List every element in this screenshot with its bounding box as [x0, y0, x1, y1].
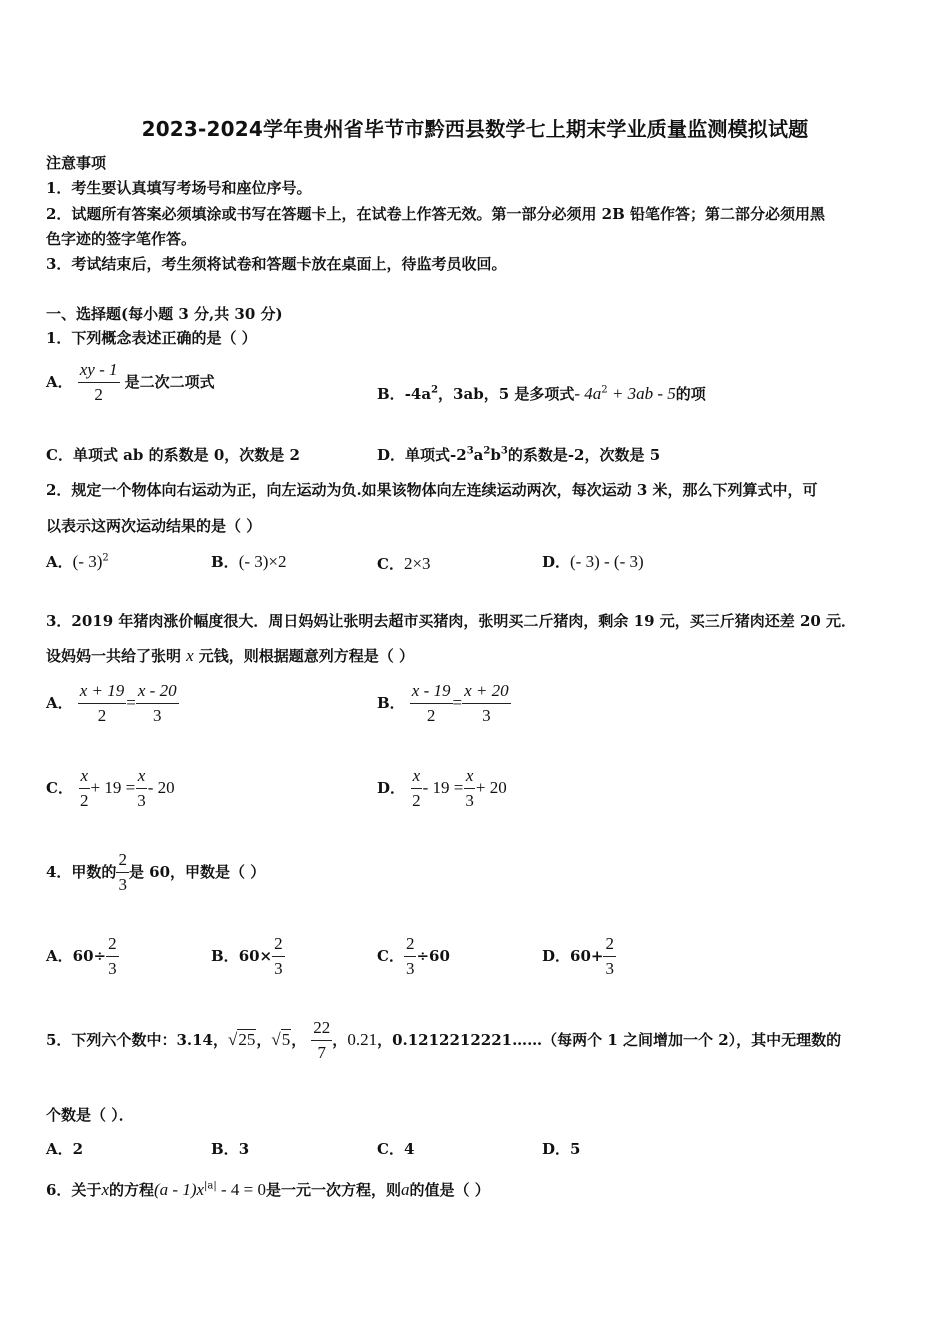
- q3-d-num1: x: [411, 765, 423, 789]
- q4-d-frac: [603, 933, 616, 980]
- q3-b-label: B．: [377, 694, 405, 712]
- q1-option-a: [46, 359, 215, 406]
- q5-sqrt1-symbol: √: [227, 1030, 238, 1049]
- q1-c-label: C．: [46, 446, 73, 464]
- q1-d-text1: 单项式-2: [405, 446, 467, 464]
- q4-d-label: D．: [542, 947, 571, 965]
- q3-a-den1: 2: [97, 706, 107, 725]
- q4-option-b: [211, 933, 285, 980]
- page-title: 2023-2024学年贵州省毕节市黔西县数学七上期末学业质量监测模拟试题: [141, 117, 809, 141]
- q2-stem-line1: 2．规定一个物体向右运动为正，向左运动为负.如果该物体向左连续运动两次，每次运动 3 米，那么下列算式中，可: [46, 481, 818, 499]
- q3-option-a: [46, 680, 179, 727]
- q3-option-b: [377, 680, 511, 727]
- notice-heading: 注意事项: [46, 154, 107, 172]
- q2-b-math: (- 3)×2: [238, 552, 287, 571]
- q3-a-num1: x + 19: [78, 680, 127, 704]
- q1-option-b: [377, 383, 706, 404]
- q2-c-label: C．: [377, 555, 404, 573]
- q5-comma1: ，: [256, 1031, 272, 1049]
- q3-option-c: [46, 765, 175, 812]
- q1-d-label: D．: [377, 446, 406, 464]
- q4-c-label: C．: [377, 947, 404, 965]
- q1-a-label: A．: [46, 373, 73, 391]
- q1-d-sup2: 2: [483, 445, 491, 457]
- q1-a-fraction: [78, 359, 120, 406]
- q1-b-math-sup: 2: [601, 384, 608, 396]
- q2-option-d: [542, 551, 644, 572]
- q5-comma3: ，: [332, 1031, 348, 1049]
- q5-stem-line1: [46, 1017, 841, 1064]
- q3-b-eq: =: [452, 693, 463, 712]
- q3-d-mid: - 19 =: [422, 778, 464, 797]
- q3-b-frac2: [462, 680, 511, 727]
- q4-c-text: ÷60: [416, 947, 450, 965]
- q4-c-num: 2: [404, 933, 417, 957]
- q3-c-label: C．: [46, 779, 73, 797]
- q3-stem-line1: 3．2019 年猪肉涨价幅度很大．周日妈妈让张明去超市买猪肉，张明买二斤猪肉，剩余 19 元，买三斤猪肉还差 20 元．: [46, 612, 857, 630]
- q5-sqrt2-value: 5: [281, 1030, 291, 1049]
- q4-d-text: 60+: [570, 947, 604, 965]
- q3-a-label: A．: [46, 694, 73, 712]
- q4-a-num: 2: [106, 933, 119, 957]
- q1-a-text: 是二次二项式: [124, 373, 215, 391]
- q3-stem2a: 设妈妈一共给了张明: [46, 647, 182, 665]
- q6-stem: [46, 1179, 490, 1200]
- q5-option-d: [542, 1138, 580, 1159]
- q1-d-text3: b: [490, 446, 501, 464]
- q4-d-den: 3: [605, 959, 614, 978]
- q5-d-value: 5: [570, 1140, 581, 1158]
- q3-a-num2: x - 20: [136, 680, 179, 704]
- q4-a-text: 60÷: [72, 947, 107, 965]
- q6-equation-sup: |a|: [204, 1180, 217, 1192]
- q2-d-math: (- 3) - (- 3): [570, 552, 644, 571]
- q4-stem: [46, 849, 265, 896]
- q1-b-math1: - 4a: [574, 384, 602, 403]
- q2-b-label: B．: [211, 553, 239, 571]
- q1-d-text2: a: [473, 446, 484, 464]
- q3-d-den2: 3: [465, 791, 474, 810]
- q4-b-num: 2: [272, 933, 285, 957]
- q3-stem2b: 元钱，则根据题意列方程是（ ）: [198, 647, 414, 665]
- q5-repeating-decimal: 0.21: [347, 1030, 378, 1049]
- q1-b-text1: -4a: [404, 385, 432, 403]
- q5-c-value: 4: [403, 1140, 415, 1158]
- q2-option-b: [211, 551, 287, 572]
- q1-c-text: 单项式 ab 的系数是 0，次数是 2: [72, 446, 300, 464]
- q3-d-end: + 20: [475, 778, 507, 797]
- notice-item-1: 1．考生要认真填写考场号和座位序号。: [46, 179, 312, 197]
- q3-d-num2: x: [464, 765, 476, 789]
- q5-comma2: ，: [291, 1031, 307, 1049]
- q4-stem-den: 3: [118, 875, 127, 894]
- q5-stem-b: ，0.1212212221……（每两个 1 之间增加一个 2），其中无理数的: [377, 1031, 842, 1049]
- q5-option-c: [377, 1138, 414, 1159]
- q4-stem-frac: [116, 849, 129, 896]
- q2-c-math: 2×3: [403, 554, 431, 573]
- q3-d-label: D．: [377, 779, 406, 797]
- q4-a-frac: [106, 933, 119, 980]
- q5-option-a: [46, 1138, 83, 1159]
- q5-a-label: A．: [46, 1140, 73, 1158]
- q4-stem-b: 是 60，甲数是（ ）: [128, 863, 266, 881]
- q3-c-frac2: [135, 765, 148, 812]
- q3-option-d: [377, 765, 507, 812]
- q3-c-frac1: [78, 765, 91, 812]
- q2-a-label: A．: [46, 553, 73, 571]
- q1-d-sup1: 3: [466, 445, 474, 457]
- q3-c-end: - 20: [147, 778, 175, 797]
- q3-a-den2: 3: [152, 706, 162, 725]
- q5-b-value: 3: [238, 1140, 250, 1158]
- q1-a-den: 2: [94, 385, 103, 404]
- q5-c-label: C．: [377, 1140, 404, 1158]
- q5-b-label: B．: [211, 1140, 239, 1158]
- q4-option-a: [46, 933, 119, 980]
- q6-var-x: x: [101, 1180, 109, 1199]
- q5-stem-line2: 个数是（ ）．: [46, 1106, 134, 1124]
- q6-var-a: a: [401, 1180, 410, 1199]
- q3-d-den1: 2: [412, 791, 421, 810]
- q4-a-den: 3: [108, 959, 117, 978]
- q4-c-frac: [404, 933, 417, 980]
- q2-a-math: (- 3): [72, 552, 103, 571]
- q3-b-den2: 3: [482, 706, 491, 725]
- q6-equation-part2: - 4 = 0: [216, 1180, 266, 1199]
- notice-item-3: 3．考试结束后，考生须将试卷和答题卡放在桌面上，待监考员收回。: [46, 255, 507, 273]
- q2-d-label: D．: [542, 553, 571, 571]
- q1-b-math2: + 3ab - 5: [607, 384, 676, 403]
- q4-option-d: [542, 933, 616, 980]
- q2-stem-line2: 以表示这两次运动结果的是（ ）: [46, 517, 262, 535]
- q5-a-value: 2: [72, 1140, 84, 1158]
- q6-stem-c: 是一元一次方程，则: [265, 1181, 401, 1199]
- q1-option-c: [46, 444, 300, 465]
- q1-stem: 1．下列概念表述正确的是（ ）: [46, 329, 257, 347]
- q6-stem-b: 的方程: [108, 1181, 154, 1199]
- q1-b-label: B．: [377, 385, 405, 403]
- q5-stem-a: 5．下列六个数中：3.14，: [46, 1031, 228, 1049]
- q3-c-den2: 3: [137, 791, 146, 810]
- notice-item-2: 2．试题所有答案必须填涂或书写在答题卡上，在试卷上作答无效。第一部分必须用 2B 铅笔作答；第二部分必须用黑: [46, 205, 826, 223]
- q3-c-num2: x: [136, 765, 148, 789]
- q3-d-frac1: [410, 765, 423, 812]
- q3-stem-line2: [46, 645, 414, 666]
- q4-d-num: 2: [603, 933, 616, 957]
- q1-b-text3: 的项: [675, 385, 706, 403]
- q2-option-c: [377, 553, 431, 574]
- q3-b-frac1: [410, 680, 453, 727]
- q3-b-num2: x + 20: [462, 680, 511, 704]
- q3-a-eq: =: [126, 693, 136, 712]
- q3-b-den1: 2: [426, 706, 436, 725]
- section-heading: 一、选择题(每小题 3 分,共 30 分): [46, 305, 283, 323]
- q2-a-sup: 2: [102, 552, 109, 564]
- q3-d-frac2: [463, 765, 476, 812]
- q3-c-den1: 2: [80, 791, 89, 810]
- q6-stem-d: 的值是（ ）: [409, 1181, 490, 1199]
- q5-option-b: [211, 1138, 249, 1159]
- q4-a-label: A．: [46, 947, 73, 965]
- q3-c-mid: + 19 =: [90, 778, 136, 797]
- q1-a-num: xy - 1: [78, 359, 120, 383]
- q3-a-frac1: [78, 680, 127, 727]
- q2-option-a: [46, 551, 109, 572]
- q4-b-den: 3: [274, 959, 283, 978]
- q1-option-d: [377, 444, 660, 465]
- q5-d-label: D．: [542, 1140, 571, 1158]
- q5-sqrt2-symbol: √: [271, 1030, 281, 1049]
- notice-item-2-cont: 色字迹的签字笔作答。: [46, 230, 197, 248]
- q4-option-c: [377, 933, 450, 980]
- q4-b-label: B．: [211, 947, 239, 965]
- q5-fraction: [311, 1017, 332, 1064]
- q1-d-sup3: 3: [500, 445, 508, 457]
- q4-stem-num: 2: [116, 849, 129, 873]
- q3-a-frac2: [136, 680, 179, 727]
- q5-sqrt1-value: 25: [238, 1030, 256, 1049]
- q6-stem-a: 6．关于: [46, 1181, 102, 1199]
- q5-frac-den: 7: [317, 1043, 327, 1062]
- q5-frac-num: 22: [311, 1017, 332, 1041]
- q4-b-text: 60×: [238, 947, 273, 965]
- q3-b-num1: x - 19: [410, 680, 453, 704]
- q4-stem-a: 4．甲数的: [46, 863, 117, 881]
- q3-var-x: x: [186, 646, 194, 665]
- q1-d-text4: 的系数是-2，次数是 5: [507, 446, 661, 464]
- q3-c-num1: x: [79, 765, 91, 789]
- q1-b-sup: 2: [431, 384, 439, 396]
- q1-b-text2: ，3ab，5 是多项式: [438, 385, 575, 403]
- q4-b-frac: [272, 933, 285, 980]
- q6-equation-part1: (a - 1)x: [154, 1180, 205, 1199]
- q4-c-den: 3: [405, 959, 415, 978]
